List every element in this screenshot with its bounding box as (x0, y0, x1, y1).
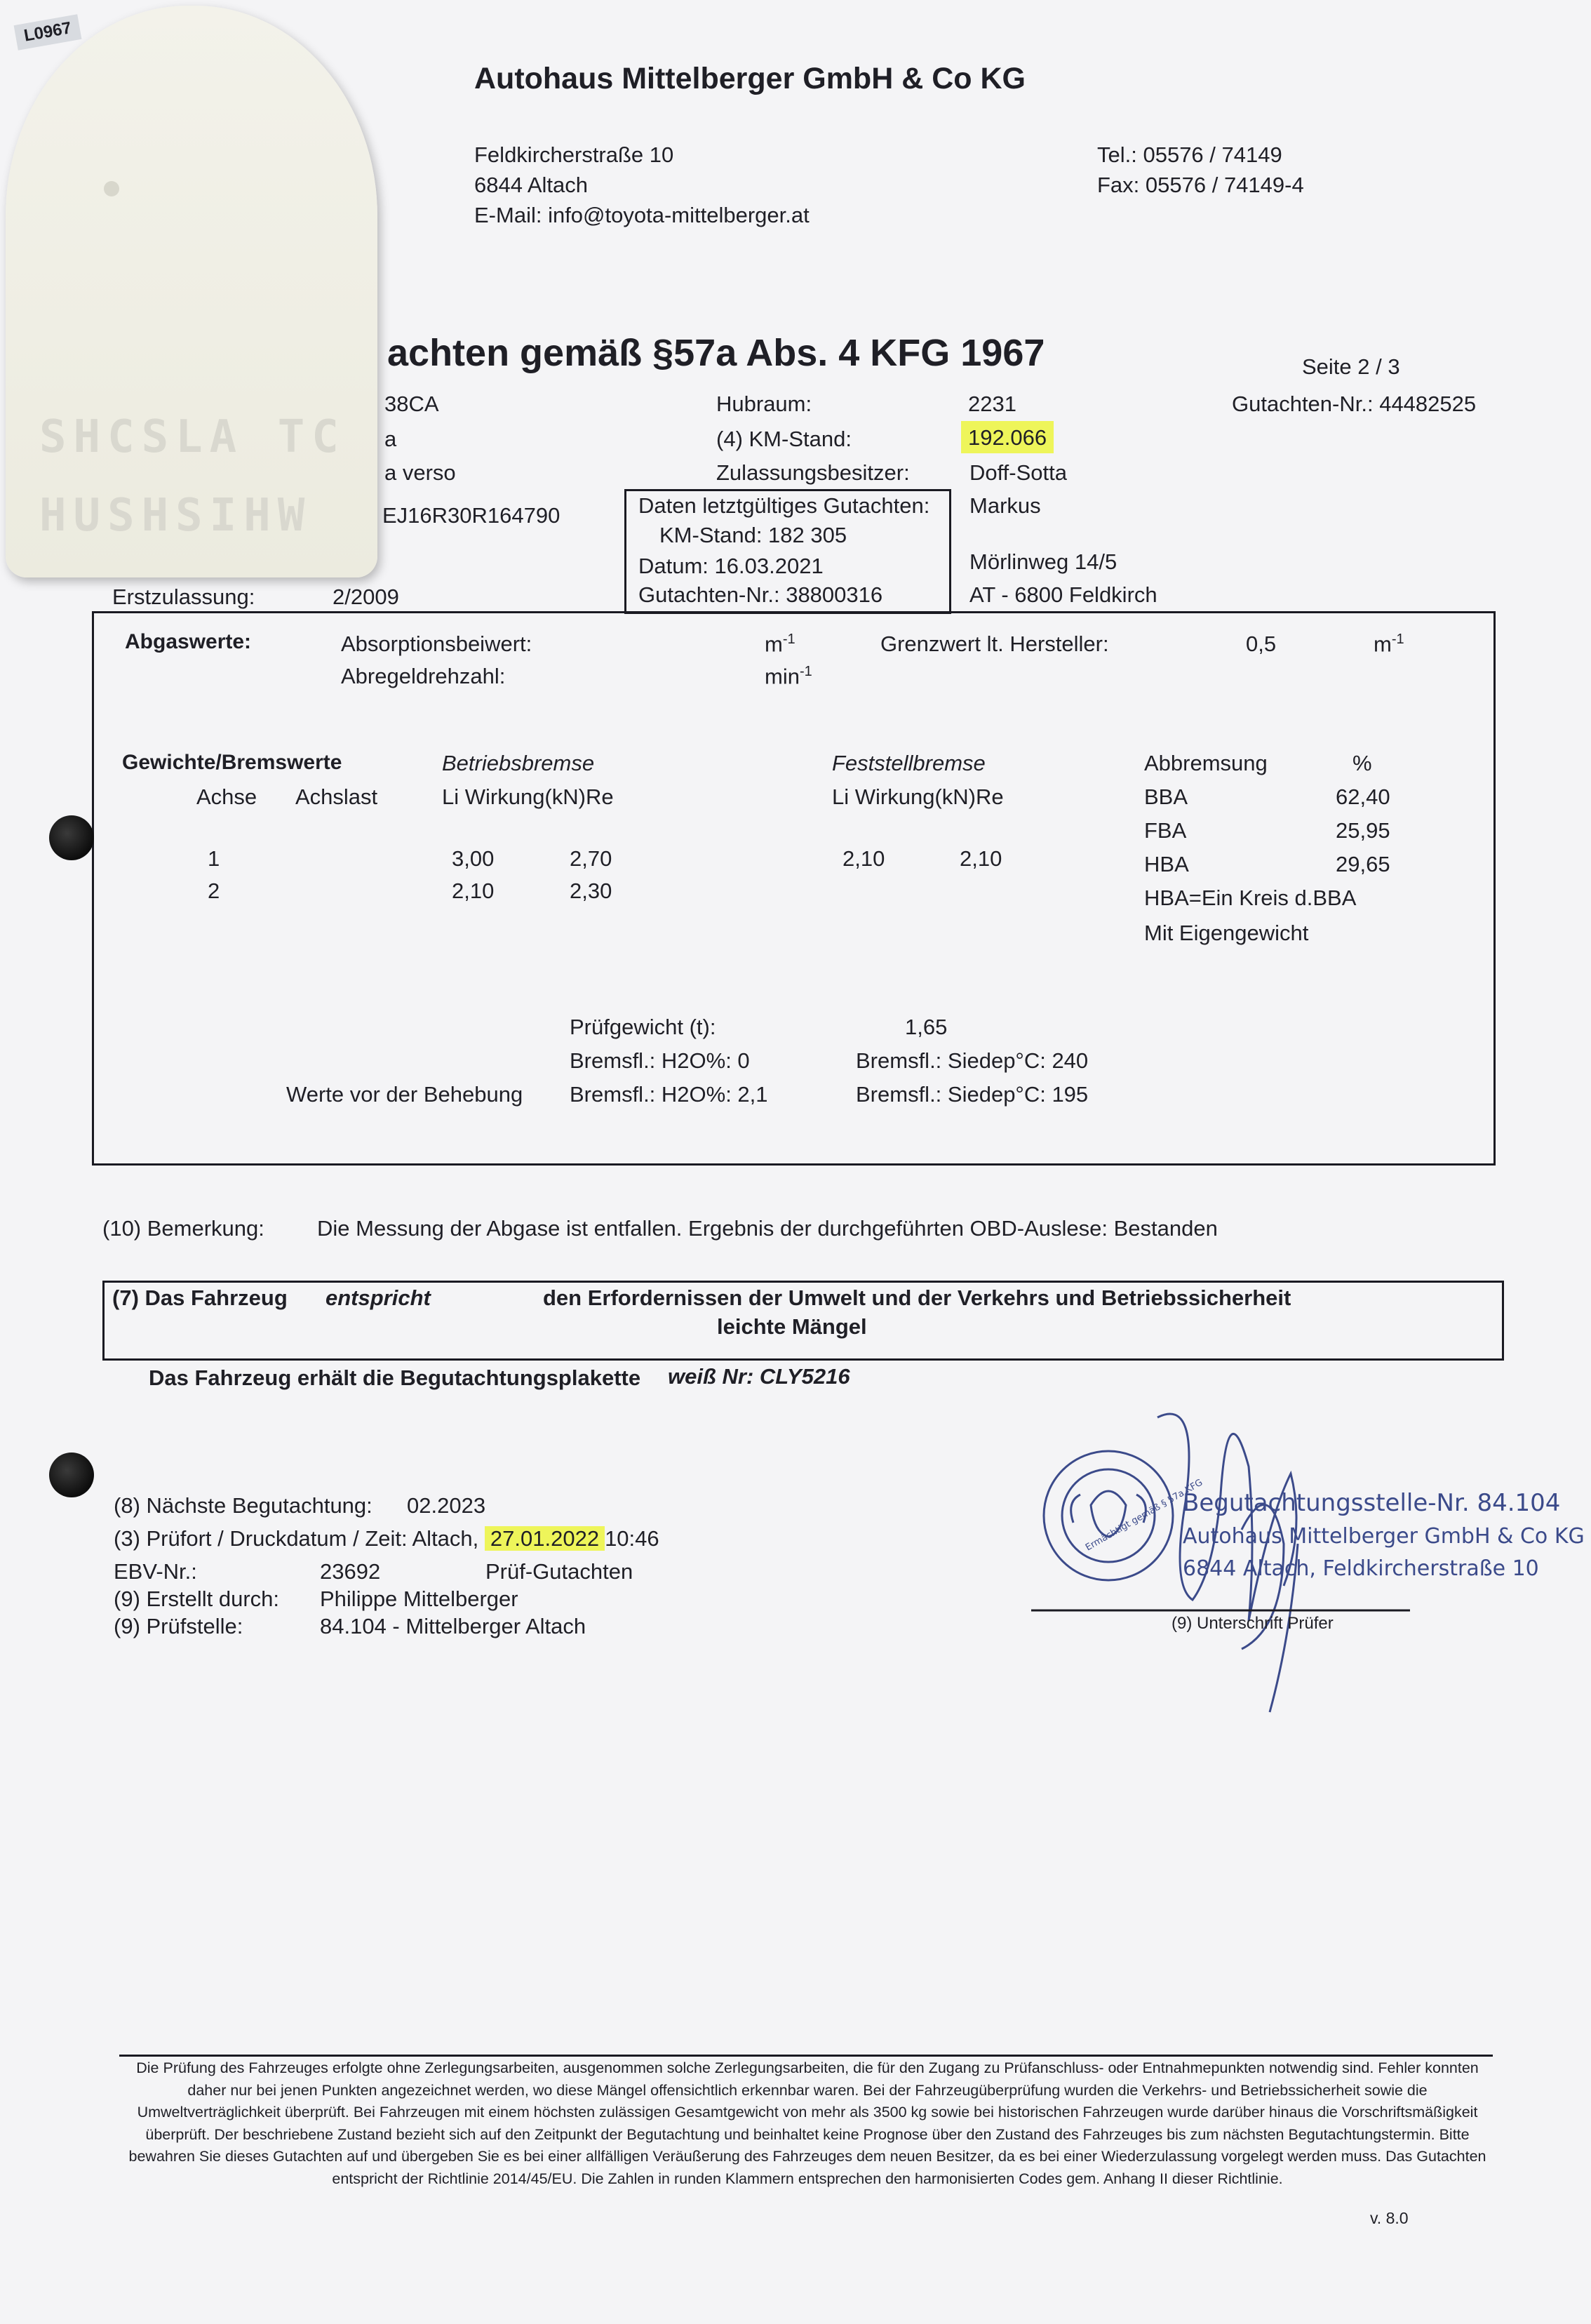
km-label: (4) KM-Stand: (716, 427, 852, 451)
hba-value: 29,65 (1336, 852, 1390, 876)
previous-report-date: Datum: 16.03.2021 (638, 554, 824, 578)
axle-1-parking-right: 2,10 (960, 846, 1002, 871)
fluid-boil-before: Bremsfl.: Siedep°C: 195 (856, 1082, 1089, 1107)
ebv-label: EBV-Nr.: (114, 1559, 197, 1584)
stamp-line-2: Autohaus Mittelberger GmbH & Co KG (1183, 1524, 1585, 1549)
first-registration-value: 2/2009 (333, 585, 399, 609)
owner-label: Zulassungsbesitzer: (716, 460, 910, 485)
fba-value: 25,95 (1336, 818, 1390, 843)
sticker-code-2: HUSHSIHW (39, 490, 312, 542)
before-repair-label: Werte vor der Behebung (286, 1082, 523, 1107)
parking-brake-heading: Feststellbremse (832, 751, 986, 775)
footer-divider (119, 2055, 1493, 2057)
service-lr-heading: Li Wirkung(kN)Re (442, 784, 614, 809)
fluid-boil: Bremsfl.: Siedep°C: 240 (856, 1048, 1089, 1073)
axle-2-right: 2,30 (570, 879, 612, 903)
sticker-hole (104, 181, 119, 196)
axle-2: 2 (208, 879, 220, 903)
axle-1-right: 2,70 (570, 846, 612, 871)
vehicle-fragment-3: a verso (384, 460, 456, 485)
punch-hole-top (49, 815, 94, 860)
version: v. 8.0 (1370, 2209, 1409, 2227)
own-weight-note: Mit Eigengewicht (1144, 921, 1309, 945)
punch-hole-bottom (49, 1452, 94, 1497)
idle-unit: $\min^{-1}$ (765, 664, 812, 689)
remark-text: Die Messung der Abgase ist entfallen. Ergebnis der durchgeführten OBD-Auslese: Bestanden (317, 1216, 1218, 1241)
verdict-defects: leichte Mängel (717, 1314, 867, 1339)
limit-label: Grenzwert lt. Hersteller: (880, 632, 1109, 656)
owner-address-1: Mörlinweg 14/5 (969, 549, 1117, 574)
vehicle-fragment-1: 38CA (384, 392, 439, 416)
emissions-label: Abgaswerte: (125, 630, 252, 653)
displacement-value: 2231 (968, 392, 1016, 416)
axle-heading: Achse (196, 784, 257, 809)
signature-label: (9) Unterschrift Prüfer (1172, 1614, 1334, 1633)
fluid-water-before: Bremsfl.: H2O%: 2,1 (570, 1082, 768, 1107)
stamp-line-3: 6844 Altach, Feldkircherstraße 10 (1183, 1556, 1539, 1581)
inspection-time: 10:46 (605, 1526, 659, 1551)
inspection-sticker (6, 6, 377, 577)
ebv-number: 23692 (320, 1559, 381, 1584)
stamp-line-1: Begutachtungsstelle-Nr. 84.104 (1183, 1489, 1561, 1517)
displacement-label: Hubraum: (716, 392, 812, 416)
company-street: Feldkircherstraße 10 (474, 142, 674, 167)
idle-label: Abregeldrehzahl: (341, 664, 506, 688)
report-number: Gutachten-Nr.: 44482525 (1232, 392, 1477, 416)
sticker-value: weiß Nr: CLY5216 (668, 1364, 850, 1389)
seal-text: Ermächtigt gemäß § 57a KFG (1083, 1477, 1205, 1554)
corner-number: L0967 (14, 14, 82, 50)
absorption-label: Absorptionsbeiwert: (341, 632, 532, 656)
parking-lr-heading: Li Wirkung(kN)Re (832, 784, 1004, 809)
owner-address-2: AT - 6800 Feldkirch (969, 582, 1157, 607)
absorption-unit: $m^{-1}$ (765, 632, 796, 657)
verdict-text: den Erfordernissen der Umwelt und der Verkehrs und Betriebssicherheit (543, 1285, 1291, 1310)
axle-1: 1 (208, 846, 220, 871)
fba-label: FBA (1144, 818, 1187, 843)
test-weight-label: Prüfgewicht (t): (570, 1015, 716, 1039)
previous-report-km: KM-Stand: 182 305 (659, 523, 847, 547)
bba-value: 62,40 (1336, 784, 1390, 809)
limit-unit: $m^{-1}$ (1374, 632, 1404, 657)
axle-1-left: 3,00 (452, 846, 495, 871)
company-city: 6844 Altach (474, 173, 589, 197)
hba-note: HBA=Ein Kreis d.BBA (1144, 886, 1357, 910)
company-name: Autohaus Mittelberger GmbH & Co KG (474, 62, 1026, 95)
station-label: (9) Prüfstelle: (114, 1614, 243, 1638)
created-by-value: Philippe Mittelberger (320, 1587, 518, 1611)
bba-label: BBA (1144, 784, 1188, 809)
document-title: achten gemäß §57a Abs. 4 KFG 1967 (387, 332, 1045, 374)
test-weight-value: 1,65 (905, 1015, 948, 1039)
axle-load-heading: Achslast (295, 784, 378, 809)
sticker-code-1: SHCSLA TC (39, 411, 346, 463)
hba-label: HBA (1144, 852, 1189, 876)
sticker-text: Das Fahrzeug erhält die Begutachtungsplakette (149, 1365, 641, 1390)
previous-report-heading: Daten letztgültiges Gutachten: (638, 493, 930, 518)
verdict-status: entspricht (325, 1285, 431, 1310)
page-number: Seite 2 / 3 (1302, 354, 1400, 379)
vehicle-vin: EJ16R30R164790 (382, 503, 560, 528)
deceleration-heading: Abbremsung (1144, 751, 1268, 775)
fluid-water: Bremsfl.: H2O%: 0 (570, 1048, 750, 1073)
first-registration-label: Erstzulassung: (112, 585, 255, 609)
verdict-label: (7) Das Fahrzeug (112, 1285, 288, 1310)
vehicle-fragment-2: a (384, 427, 397, 451)
ebv-type: Prüf-Gutachten (485, 1559, 633, 1584)
next-inspection-label: (8) Nächste Begutachtung: (114, 1493, 372, 1518)
company-email: E-Mail: info@toyota-mittelberger.at (474, 203, 810, 227)
inspection-place-label: (3) Prüfort / Druckdatum / Zeit: Altach, 27.01.2022 10:46 (114, 1526, 659, 1551)
km-value: 192.066 (961, 421, 1054, 453)
limit-value: 0,5 (1246, 632, 1277, 656)
remark-label: (10) Bemerkung: (102, 1216, 264, 1241)
axle-2-left: 2,10 (452, 879, 495, 903)
owner-name-2: Markus (969, 493, 1041, 518)
company-phone: Tel.: 05576 / 74149 (1097, 142, 1282, 167)
station-value: 84.104 - Mittelberger Altach (320, 1614, 586, 1638)
next-inspection-value: 02.2023 (407, 1493, 486, 1518)
previous-report-number: Gutachten-Nr.: 38800316 (638, 582, 883, 607)
inspection-date: 27.01.2022 (485, 1526, 605, 1551)
service-brake-heading: Betriebsbremse (442, 751, 595, 775)
created-by-label: (9) Erstellt durch: (114, 1587, 280, 1611)
percent-heading: % (1352, 751, 1372, 775)
legal-footer: Die Prüfung des Fahrzeuges erfolgte ohne Zerlegungsarbeiten, ausgenommen solche Zerlegungsarbeiten, die für den Zugang zu Prüfanschluss- oder Entnahmepunkten notwendig sind. Fehler konnten daher nur bei jenen Punkten angezeichnet werden, wo diese Mängel offensichtlich erkennbar waren. Bei der Fahrzeugüberprüfung wurden die Verkehrs- und Betriebssicherheit sowie die Umweltverträglichkeit überprüft. Bei Fahrzeugen mit einem höchsten zulässigen Gesamtgewicht von mehr als 3500 kg sowie bei historischen Fahrzeugen wurde darüber hinaus die Vorschriftsmäßigkeit überprüft. Der beschriebene Zustand bezieht sich auf den Zeitpunkt der Begutachtung und beinhaltet keine Prognose über den Zustand des Fahrzeuges bis zum nächsten Begutachtungstermin. Bitte bewahren Sie dieses Gutachten auf und übergeben Sie es bei einer allfälligen Veräußerung des Fahrzeuges dem neuen Besitzer, da es bei einer Wiederzulassung vorgelegt werden muss. Das Gutachten entspricht der Richtlinie 2014/45/EU. Die Zahlen in runden Klammern entsprechen den harmonisierten Codes gem. Anhang II dieser Richtlinie. (128, 2059, 1486, 2187)
axle-1-parking-left: 2,10 (843, 846, 885, 871)
owner-name-1: Doff-Sotta (969, 460, 1068, 485)
company-fax: Fax: 05576 / 74149-4 (1097, 173, 1304, 197)
brakes-heading: Gewichte/Bremswerte (122, 751, 342, 774)
